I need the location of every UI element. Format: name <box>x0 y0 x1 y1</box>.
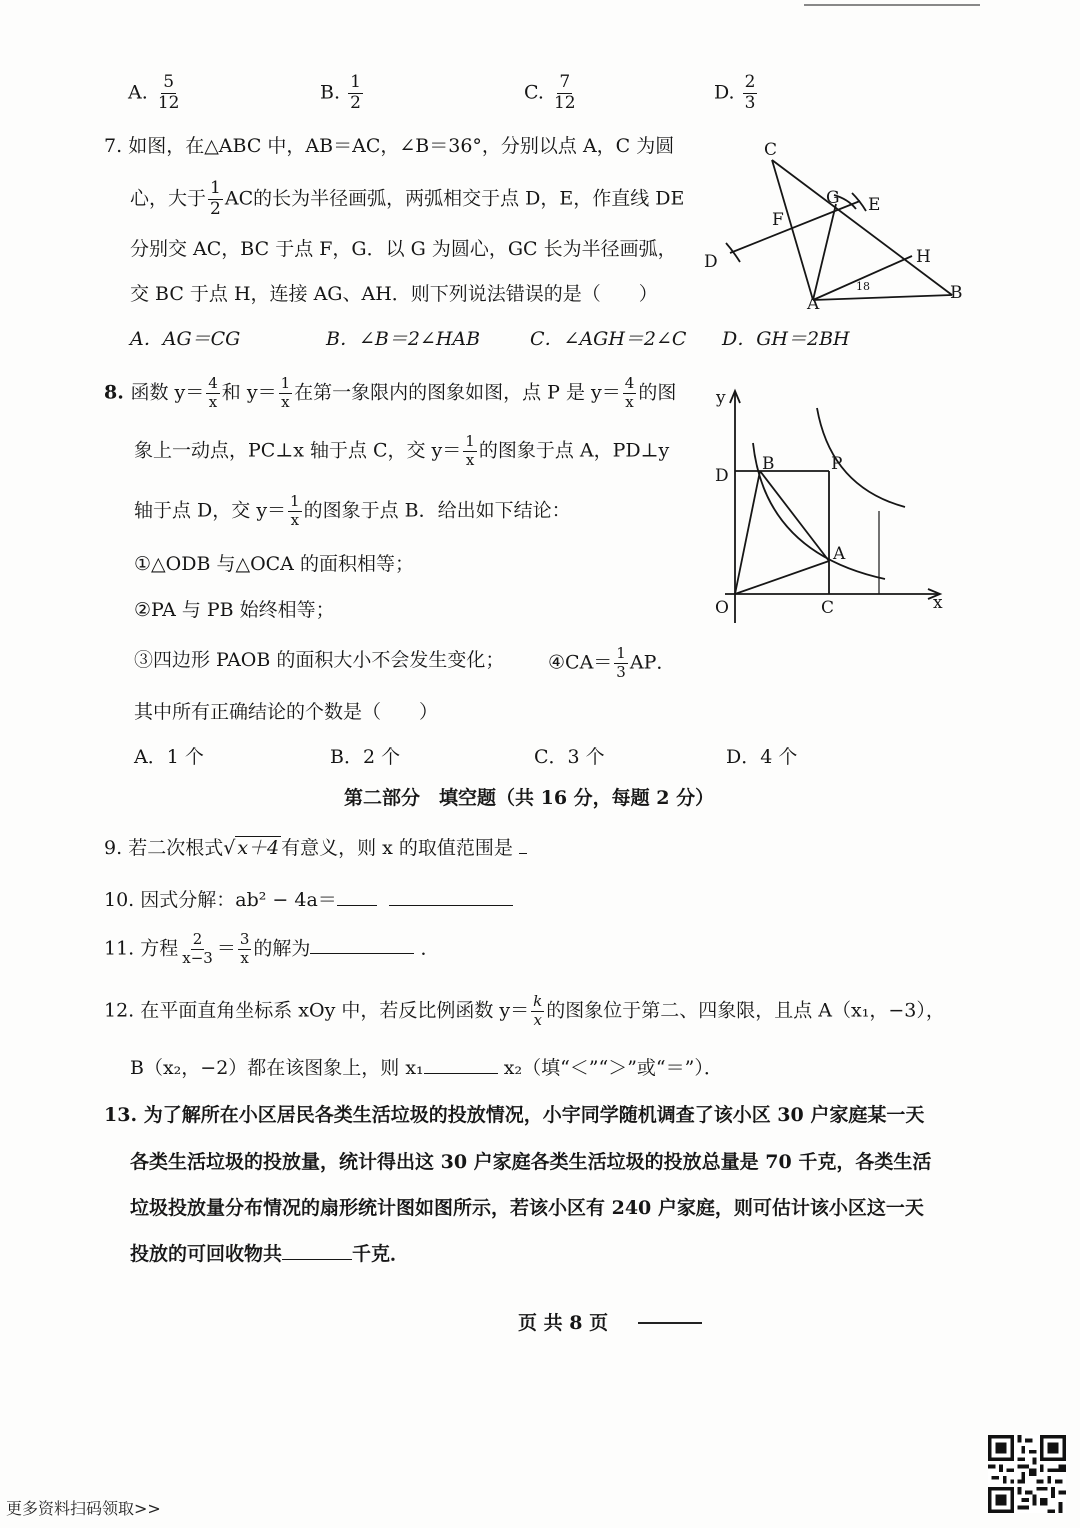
fraction <box>288 494 302 529</box>
numerator: 1 <box>350 72 361 92</box>
numerator: 4 <box>624 374 635 392</box>
question-text: B（x₂，−2）都在该图象上，则 x₁ <box>130 1057 424 1079</box>
q8-line1 <box>104 376 676 411</box>
arc-d <box>726 243 740 262</box>
fraction <box>463 434 477 469</box>
answer-blank <box>282 1243 352 1260</box>
arc-e <box>852 193 866 211</box>
numerator: 1 <box>280 374 291 392</box>
fraction <box>208 180 223 219</box>
label-a: A <box>833 544 846 564</box>
question-text: 若二次根式 <box>128 837 224 859</box>
question-number: 7. <box>104 135 123 157</box>
question-text: 轴于点 D，交 y＝ <box>134 499 287 522</box>
question-text: 在第一象限内的图象如图，点 P 是 y＝ <box>294 381 621 404</box>
question-number: 9. <box>104 837 123 859</box>
q8-option-b: B．2 个 <box>330 746 401 768</box>
numerator: 1 <box>616 644 626 662</box>
fraction <box>531 994 544 1029</box>
question-text: 方程 <box>140 937 179 960</box>
option-label: A. <box>128 81 148 104</box>
question-number: 10. <box>104 889 135 911</box>
denominator: 12 <box>553 92 576 113</box>
q7-option-a: A．AG＝CG <box>130 328 241 350</box>
answer-blank <box>519 837 527 854</box>
label-b: B <box>762 454 775 474</box>
question-text: 投放的可回收物共 <box>130 1243 283 1265</box>
question-number: 11. <box>104 937 135 960</box>
radical-expression: x＋4 <box>237 837 280 859</box>
numerator: 1 <box>465 432 475 450</box>
fraction <box>623 376 637 411</box>
numerator: 1 <box>210 178 221 198</box>
q8-ask: 其中所有正确结论的个数是（ ） <box>134 701 439 723</box>
question-text: AC的长为半径画弧，两弧相交于点 D，E，作直线 DE <box>224 187 685 210</box>
denominator: x <box>533 1010 542 1029</box>
question-text: 和 y＝ <box>221 381 277 404</box>
question-text: 函数 y＝ <box>130 381 205 404</box>
q8-conclusion-1: ①△ODB 与△OCA 的面积相等； <box>134 553 414 575</box>
side-cb <box>772 160 952 295</box>
denominator: 3 <box>616 662 626 681</box>
q9-line: 9. 若二次根式√ x＋4 有意义，则 x 的取值范围是 <box>104 837 527 860</box>
denominator: 2 <box>350 92 361 113</box>
fraction <box>743 74 758 113</box>
fraction <box>238 932 252 967</box>
denominator: x−3 <box>182 948 213 967</box>
label-h: H <box>916 247 931 267</box>
label-o: O <box>715 598 729 618</box>
label-p: P <box>831 454 843 474</box>
numerator: k <box>533 992 543 1010</box>
q8-conclusion-4 <box>548 646 675 681</box>
q7-option-d: D．GH＝2BH <box>722 328 850 350</box>
question-text: ④CA＝ <box>548 651 613 674</box>
denominator: x <box>281 392 290 411</box>
question-text: 心，大于 <box>130 187 207 210</box>
q6-option-d <box>714 74 759 113</box>
question-text: 为了解所在小区居民各类生活垃圾的投放情况，小宇同学随机调查了该小区 30 户家庭某一天 <box>143 1104 925 1126</box>
label-c: C <box>764 140 778 160</box>
fraction <box>614 646 628 681</box>
equals-sign: ＝ <box>216 937 236 960</box>
q10-line <box>104 889 513 912</box>
fraction <box>279 376 293 411</box>
q6-option-c <box>524 74 580 113</box>
denominator: x <box>465 450 475 469</box>
numerator: 5 <box>163 72 175 92</box>
numerator: 7 <box>559 72 571 92</box>
question-text: 的图象位于第二、四象限，且点 A（x₁，−3）， <box>546 999 945 1022</box>
fraction <box>156 74 182 113</box>
label-c: C <box>821 598 835 618</box>
question-text: AP． <box>629 651 676 674</box>
angle-mark: 18 <box>856 280 870 293</box>
segment-ba <box>760 471 829 561</box>
q8-line3 <box>134 494 571 529</box>
question-text: 在平面直角坐标系 xOy 中，若反比例函数 y＝ <box>140 999 530 1022</box>
numerator: 2 <box>192 930 203 948</box>
label-f: F <box>772 210 784 230</box>
fraction <box>206 376 220 411</box>
fraction <box>180 932 215 967</box>
q7-line3: 分别交 AC，BC 于点 F，G．以 G 为圆心，GC 长为半径画弧， <box>130 238 677 260</box>
q6-option-a <box>128 74 183 113</box>
option-label: C. <box>524 81 544 104</box>
denominator: 2 <box>210 198 221 219</box>
denominator: 12 <box>157 92 180 113</box>
question-text: 的解为 <box>253 937 311 960</box>
question-number: 13. <box>104 1104 138 1126</box>
option-label: B. <box>320 81 341 104</box>
label-g: G <box>826 188 840 208</box>
q6-option-b <box>320 74 365 113</box>
page-indicator: 页 共 8 页 <box>518 1312 609 1334</box>
question-text: 千克． <box>352 1243 410 1265</box>
fraction <box>348 74 363 113</box>
label-b: B <box>950 283 963 303</box>
option-label: D. <box>714 81 735 104</box>
numerator: 2 <box>744 72 756 92</box>
question-text: 的图象于点 B．给出如下结论： <box>303 499 571 522</box>
label-y: y <box>716 388 726 408</box>
question-text: 的图象于点 A，PD⊥y <box>478 439 670 462</box>
q7-line2 <box>130 180 684 219</box>
denominator: 3 <box>744 92 756 113</box>
q8-conclusion-3: ③四边形 PAOB 的面积大小不会发生变化； <box>134 649 505 671</box>
footer-rule <box>638 1322 702 1324</box>
question-text: x₂（填“＜”“＞”或“＝”）． <box>503 1057 723 1079</box>
line-de <box>730 201 860 253</box>
q12-line2 <box>130 1057 723 1080</box>
q11-line <box>104 932 440 967</box>
answer-blank <box>310 937 414 954</box>
numerator: 4 <box>208 374 218 392</box>
question-text: 象上一动点，PC⊥x 轴于点 C，交 y＝ <box>134 439 462 462</box>
segment-ah <box>813 256 912 300</box>
q7-line1 <box>104 135 674 158</box>
q8-line2 <box>134 434 669 469</box>
denominator: x <box>290 510 300 529</box>
fraction <box>552 74 578 113</box>
label-d: D <box>704 252 718 272</box>
denominator: x <box>625 392 634 411</box>
q8-option-c: C．3 个 <box>534 746 605 768</box>
denominator: x <box>208 392 218 411</box>
segment-oa <box>735 561 829 594</box>
label-a: A <box>807 294 820 314</box>
q8-conclusion-2: ②PA 与 PB 始终相等； <box>134 599 335 621</box>
question-text: ． <box>420 937 440 960</box>
q13-line2: 各类生活垃圾的投放量，统计得出这 30 户家庭各类生活垃圾的投放总量是 70 千克，各类生活 <box>130 1151 932 1173</box>
question-text: 的图 <box>638 381 677 404</box>
q13-line1 <box>104 1104 924 1127</box>
question-text: 如图，在△ABC 中，AB＝AC，∠B＝36°，分别以点 A，C 为圆 <box>128 135 675 157</box>
label-e: E <box>868 195 881 215</box>
top-rule <box>804 4 980 6</box>
footer-note[interactable]: 更多资料扫码领取>> <box>6 1499 161 1518</box>
q12-line1 <box>104 994 945 1029</box>
side-ca <box>772 160 813 300</box>
q7-triangle-figure <box>700 135 970 315</box>
answer-blank <box>424 1057 498 1074</box>
numerator: 3 <box>239 930 250 948</box>
question-number: 12. <box>104 999 135 1022</box>
q7-option-b: B．∠B＝2∠HAB <box>326 328 481 350</box>
numerator: 1 <box>290 492 300 510</box>
question-text: 有意义，则 x 的取值范围是 <box>281 837 513 859</box>
answer-blank <box>337 889 377 906</box>
answer-blank <box>389 889 513 906</box>
question-text: 因式分解：ab² − 4a＝ <box>140 889 337 911</box>
label-x: x <box>933 593 943 613</box>
denominator: x <box>240 948 249 967</box>
q7-line4: 交 BC 于点 H，连接 AG、AH．则下列说法错误的是（ ） <box>130 283 658 305</box>
label-d: D <box>715 466 729 486</box>
q8-option-d: D．4 个 <box>726 746 798 768</box>
q13-line4 <box>130 1243 409 1266</box>
qr-code-icon[interactable] <box>988 1435 1066 1513</box>
side-ab <box>813 295 952 300</box>
question-number: 8. <box>104 381 124 404</box>
q7-option-c: C．∠AGH＝2∠C <box>530 328 687 350</box>
q8-option-a: A．1 个 <box>134 746 204 768</box>
q13-line3: 垃圾投放量分布情况的扇形统计图如图所示，若该小区有 240 户家庭，则可估计该小区这一天 <box>130 1197 924 1219</box>
section-heading: 第二部分 填空题（共 16 分，每题 2 分） <box>344 787 715 809</box>
q8-hyperbola-figure <box>705 383 955 628</box>
segment-ob <box>735 471 760 594</box>
